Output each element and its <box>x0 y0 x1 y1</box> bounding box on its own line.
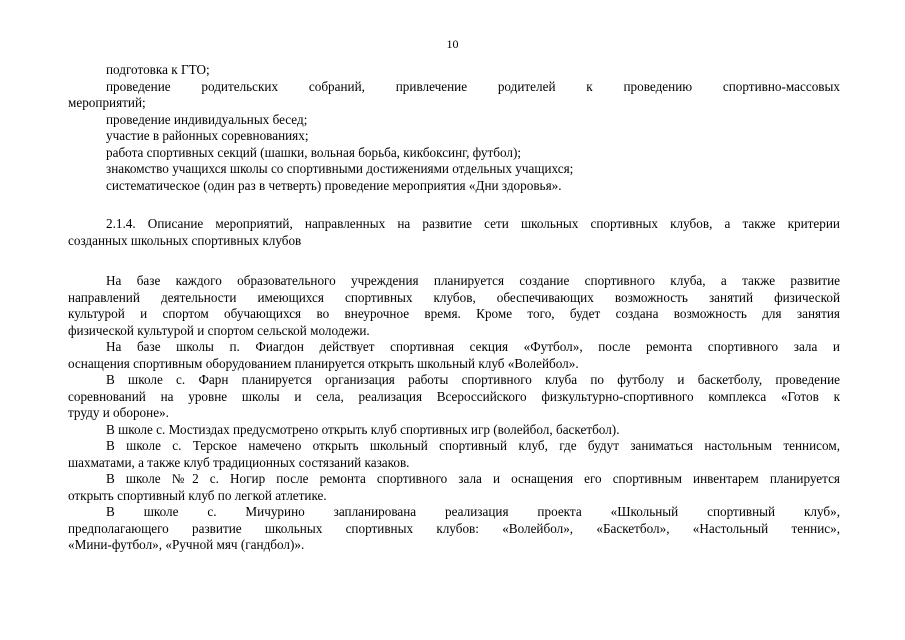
paragraph-line: В школе №2 с. Ногир после ремонта спортивного зала и оснащения его спортивным инвентарем планируется <box>106 471 840 486</box>
page-number: 10 <box>446 37 459 51</box>
list-item-line: подготовка к ГТО; <box>106 62 210 77</box>
paragraph-line: предполагающего развитие школьных спортивных клубов: «Волейбол», «Баскетбол», «Настольный теннис», <box>68 520 840 536</box>
body-text <box>68 273 840 554</box>
paragraph-line: «Мини-футбол», «Ручной мяч (гандбол)». <box>68 537 305 552</box>
paragraph <box>68 471 840 504</box>
list-item-line: знакомство учащихся школы со спортивными достижениями отдельных учащихся; <box>106 161 574 176</box>
list-item <box>68 161 840 178</box>
paragraph <box>68 372 840 422</box>
paragraph-line: В школе с. Фарн планируется организация работы спортивного клуба по футболу и баскетболу, проведение <box>106 372 840 387</box>
paragraph <box>68 273 840 339</box>
paragraph <box>68 504 840 554</box>
paragraph-line: соревнований на уровне школы и села, реализация Всероссийского физкультурно-спортивного комплекса «Готов к <box>68 388 840 404</box>
paragraph-line: шахматами, а также клуб традиционных состязаний казаков. <box>68 454 410 470</box>
list-item <box>68 145 840 162</box>
list-item <box>68 178 840 195</box>
paragraph-line: труду и обороне». <box>68 405 169 420</box>
paragraph-line: В школе с. Терское намечено открыть школьный спортивный клуб, где будут заниматься настольным теннисом, <box>106 438 840 453</box>
list-item-line: проведение родительских собраний, привлечение родителей к проведению спортивно-массовых <box>106 78 840 94</box>
section-heading <box>68 216 840 249</box>
list-item-line: работа спортивных секций (шашки, вольная борьба, кикбоксинг, футбол); <box>106 144 522 160</box>
list-item-line: участие в районных соревнованиях; <box>106 128 309 143</box>
list-item <box>68 62 840 79</box>
paragraph-line: В школе с. Мостиздах предусмотрено открыть клуб спортивных игр (волейбол, баскетбол). <box>106 421 620 437</box>
section-heading-line: 2.1.4. Описание мероприятий, направленных на развитие сети школьных спортивных клубов, а также критерии <box>106 216 840 231</box>
list-item-line: систематическое (один раз в четверть) проведение мероприятия «Дни здоровья». <box>106 177 562 193</box>
list-item <box>68 112 840 129</box>
paragraph-line: На базе школы п. Фиагдон действует спортивная секция «Футбол», после ремонта спортивного зала и <box>106 339 840 354</box>
paragraph-line: В школе с. Мичурино запланирована реализация проекта «Школьный спортивный клуб», <box>106 504 840 519</box>
paragraph-line: оснащения спортивным оборудованием планируется открыть школьный клуб «Волейбол». <box>68 355 579 371</box>
paragraph-line: физической культурой и спортом сельской молодежи. <box>68 322 370 338</box>
paragraph-line: На базе каждого образовательного учреждения планируется создание спортивного клуба, а также развитие <box>106 273 840 288</box>
list-item <box>68 79 840 112</box>
list-item <box>68 128 840 145</box>
activity-list <box>68 62 840 194</box>
paragraph <box>68 438 840 471</box>
paragraph-line: культурой и спортом обучающихся во внеурочное время. Кроме того, будет создана возможность для занятия <box>68 306 840 321</box>
paragraph <box>68 422 840 439</box>
paragraph-line: открыть спортивный клуб по легкой атлетике. <box>68 487 327 503</box>
paragraph <box>68 339 840 372</box>
list-item-line: проведение индивидуальных бесед; <box>106 111 308 127</box>
section-heading-line: созданных школьных спортивных клубов <box>68 232 302 248</box>
list-item-line: мероприятий; <box>68 95 146 110</box>
paragraph-line: направлений деятельности имеющихся спортивных клубов, обеспечивающих возможность занятий физической <box>68 289 840 305</box>
